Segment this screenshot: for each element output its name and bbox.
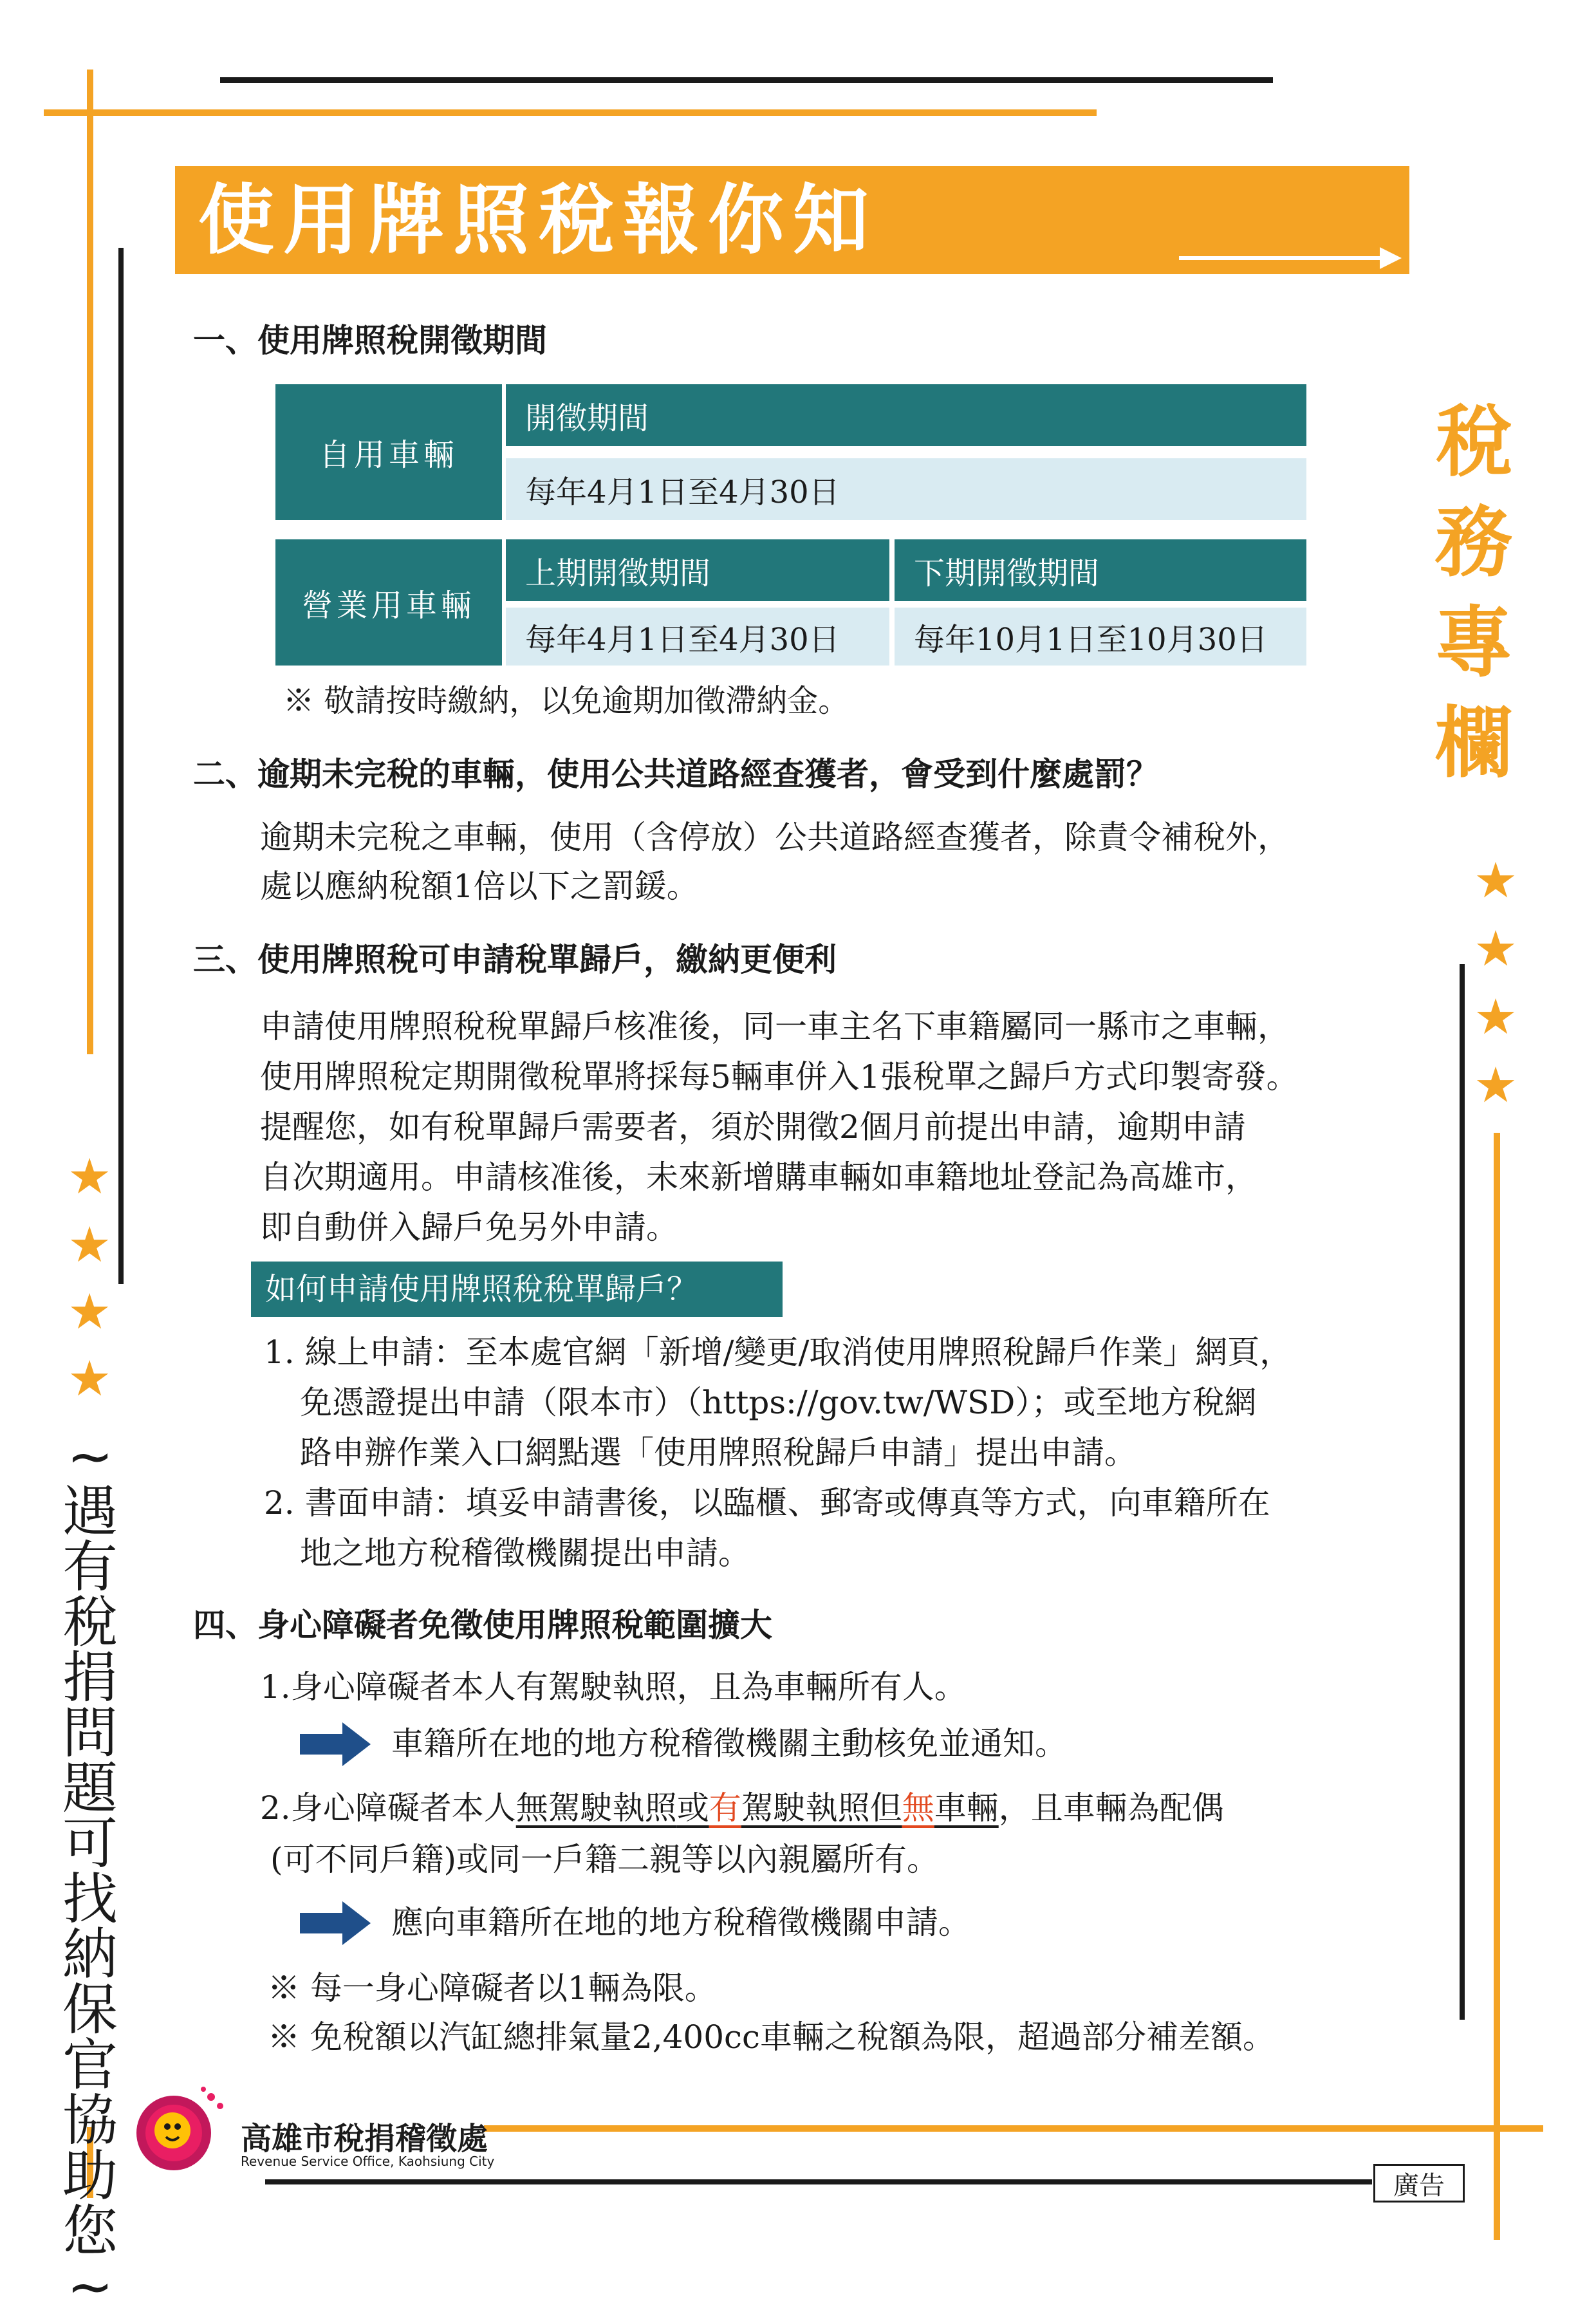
- star-icon: ★: [68, 1350, 112, 1407]
- right-black-vline: [1460, 964, 1465, 2020]
- slogan-char: 遇: [62, 1480, 118, 1544]
- page-title: 使用牌照稅報你知: [198, 176, 878, 265]
- star-icon: ★: [68, 1216, 112, 1273]
- section3-line: 使用牌照稅定期開徵稅單將採每5輛車併入1張稅單之歸戶方式印製寄發。: [260, 1058, 1299, 1095]
- arrow-right-icon: [300, 1722, 371, 1766]
- side-title: [1422, 393, 1525, 794]
- org-name: 高雄市稅捐稽徵處: [241, 2121, 488, 2157]
- row2-header-b-text: 下期開徵期間: [914, 555, 1100, 591]
- section1-note: ※ 敬請按時繳納，以免逾期加徵滯納金。: [283, 683, 849, 719]
- section2-title: 二、逾期未完稅的車輛，使用公共道路經查獲者，會受到什麼處罰？: [193, 755, 1158, 793]
- star-icon: ★: [1474, 920, 1518, 977]
- slogan-char: ~: [66, 1424, 114, 1489]
- how-line: 2. 書面申請：填妥申請書後，以臨櫃、郵寄或傳真等方式，向車籍所在: [264, 1484, 1270, 1522]
- star-icon: ★: [1474, 1056, 1518, 1113]
- row2-label: [275, 539, 502, 666]
- ad-label: [1373, 2164, 1465, 2203]
- top-black-line: [220, 77, 1273, 83]
- slogan-char: 納: [62, 1923, 118, 1987]
- org-name-en: Revenue Service Office, Kaohsiung City: [241, 2154, 495, 2169]
- section3-line: 申請使用牌照稅稅單歸戶核准後，同一車主名下車籍屬同一縣市之車輛，: [260, 1008, 1290, 1045]
- how-line: 地之地方稅稽徵機關提出申請。: [300, 1534, 750, 1572]
- side-title-char: 稅: [1435, 398, 1512, 487]
- star-icon: ★: [68, 1148, 112, 1205]
- item2-underlined-2a: 駕駛執照但: [741, 1789, 902, 1827]
- section4-item2-result: 應向車籍所在地的地方稅稽徵機關申請。: [391, 1904, 970, 1941]
- row1-label: [275, 384, 502, 520]
- slogan-char: 協: [62, 2089, 118, 2153]
- star-icon: ★: [1474, 988, 1518, 1045]
- left-black-vline: [118, 248, 124, 1284]
- bottom-orange-line: [484, 2125, 1543, 2132]
- row2-header-a: [506, 539, 889, 601]
- row2-header-a-text: 上期開徵期間: [525, 555, 711, 591]
- slogan-char: 保: [62, 1978, 118, 2042]
- section4-title: 四、身心障礙者免徵使用牌照稅範圍擴大: [193, 1606, 772, 1644]
- mascot-logo-icon: [135, 2083, 232, 2179]
- item2-underlined-2b: 車輛: [934, 1789, 999, 1827]
- slogan-char: 稅: [62, 1590, 118, 1655]
- bottom-black-line: [265, 2179, 1372, 2184]
- row1-header-text: 開徵期間: [525, 400, 649, 436]
- section3-line: 提醒您，如有稅單歸戶需要者，須於開徵2個月前提出申請，逾期申請: [260, 1108, 1246, 1146]
- section2-line: 處以應納稅額1倍以下之罰鍰。: [260, 868, 699, 905]
- left-orange-vline: [87, 70, 93, 1054]
- slogan-char: 可: [62, 1812, 118, 1876]
- how-line: 路申辦作業入口網點選「使用牌照稅歸戶申請」提出申請。: [300, 1434, 1137, 1471]
- title-banner: [175, 166, 1409, 274]
- row1-value: [506, 458, 1306, 520]
- row2-label-text: 營業用車輛: [301, 587, 476, 624]
- right-orange-vline: [1494, 1133, 1500, 2240]
- ad-label-text: 廣告: [1393, 2170, 1445, 2201]
- section1-title: 一、使用牌照稅開徵期間: [193, 321, 547, 359]
- arrow-right-icon: [1179, 256, 1391, 260]
- slogan-char: 問: [62, 1701, 118, 1765]
- slogan-char: 官: [62, 2033, 118, 2098]
- section3-line: 即自動併入歸戶免另外申請。: [260, 1209, 678, 1246]
- row2-value-b-text: 每年10月1日至10月30日: [914, 621, 1268, 658]
- row2-value-a-text: 每年4月1日至4月30日: [525, 621, 840, 658]
- slogan-char: 您: [62, 2199, 118, 2264]
- section4-item2-line2: (可不同戶籍)或同一戶籍二親等以內親屬所有。: [270, 1841, 940, 1878]
- slogan-char: 助: [62, 2144, 118, 2208]
- slogan-char: 找: [62, 1867, 118, 1932]
- section4-note2: ※ 免稅額以汽缸總排氣量2,400cc車輛之稅額為限，超過部分補差額。: [268, 2018, 1276, 2056]
- how-to-apply-heading: 如何申請使用牌照稅稅單歸戶？: [251, 1262, 783, 1317]
- row1-label-text: 自用車輛: [319, 437, 458, 473]
- row2-value-b: [895, 608, 1306, 666]
- row2-header-b: [895, 539, 1306, 601]
- arrow-right-icon: [300, 1901, 371, 1945]
- row2-value-a: [506, 608, 889, 666]
- item2-suffix: ，且車輛為配偶: [998, 1789, 1224, 1827]
- how-line: 1. 線上申請：至本處官網「新增/變更/取消使用牌照稅歸戶作業」網頁，: [264, 1334, 1292, 1371]
- side-title-char: 務: [1435, 498, 1512, 588]
- side-title-char: 欄: [1435, 699, 1512, 788]
- star-icon: ★: [1474, 852, 1518, 909]
- slogan-char: 題: [62, 1756, 118, 1821]
- row1-value-text: 每年4月1日至4月30日: [525, 474, 840, 510]
- star-icon: ★: [68, 1283, 112, 1340]
- top-orange-line: [44, 109, 1097, 116]
- section3-line: 自次期適用。申請核准後，未來新增購車輛如車籍地址登記為高雄市，: [260, 1159, 1257, 1196]
- how-line: 免憑證提出申請（限本市）（https://gov.tw/WSD）；或至地方稅網: [300, 1384, 1257, 1421]
- section4-item2-line1: [260, 1783, 1224, 1833]
- item2-prefix: 2.身心障礙者本人: [260, 1789, 516, 1827]
- item2-underlined-1: 無駕駛執照: [515, 1789, 677, 1827]
- section4-item1-result: 車籍所在地的地方稅稽徵機關主動核免並通知。: [391, 1725, 1067, 1762]
- row1-header: [506, 384, 1306, 446]
- arrow-head-icon: [1380, 247, 1402, 269]
- item2-or: 或: [676, 1789, 709, 1827]
- section4-note1: ※ 每一身心障礙者以1輛為限。: [268, 1970, 717, 2007]
- item2-has: 有: [709, 1789, 741, 1827]
- side-title-char: 專: [1435, 599, 1512, 688]
- slogan-char: ~: [66, 2255, 114, 2319]
- slogan-char: 捐: [62, 1646, 118, 1710]
- section2-line: 逾期未完稅之車輛，使用（含停放）公共道路經查獲者，除責令補稅外，: [260, 819, 1290, 856]
- left-vertical-slogan: [58, 1424, 122, 2319]
- section3-title: 三、使用牌照稅可申請稅單歸戶，繳納更便利: [193, 940, 837, 978]
- slogan-char: 有: [62, 1535, 118, 1599]
- item2-none: 無: [902, 1789, 934, 1827]
- section4-item1: 1.身心障礙者本人有駕駛執照，且為車輛所有人。: [260, 1668, 967, 1706]
